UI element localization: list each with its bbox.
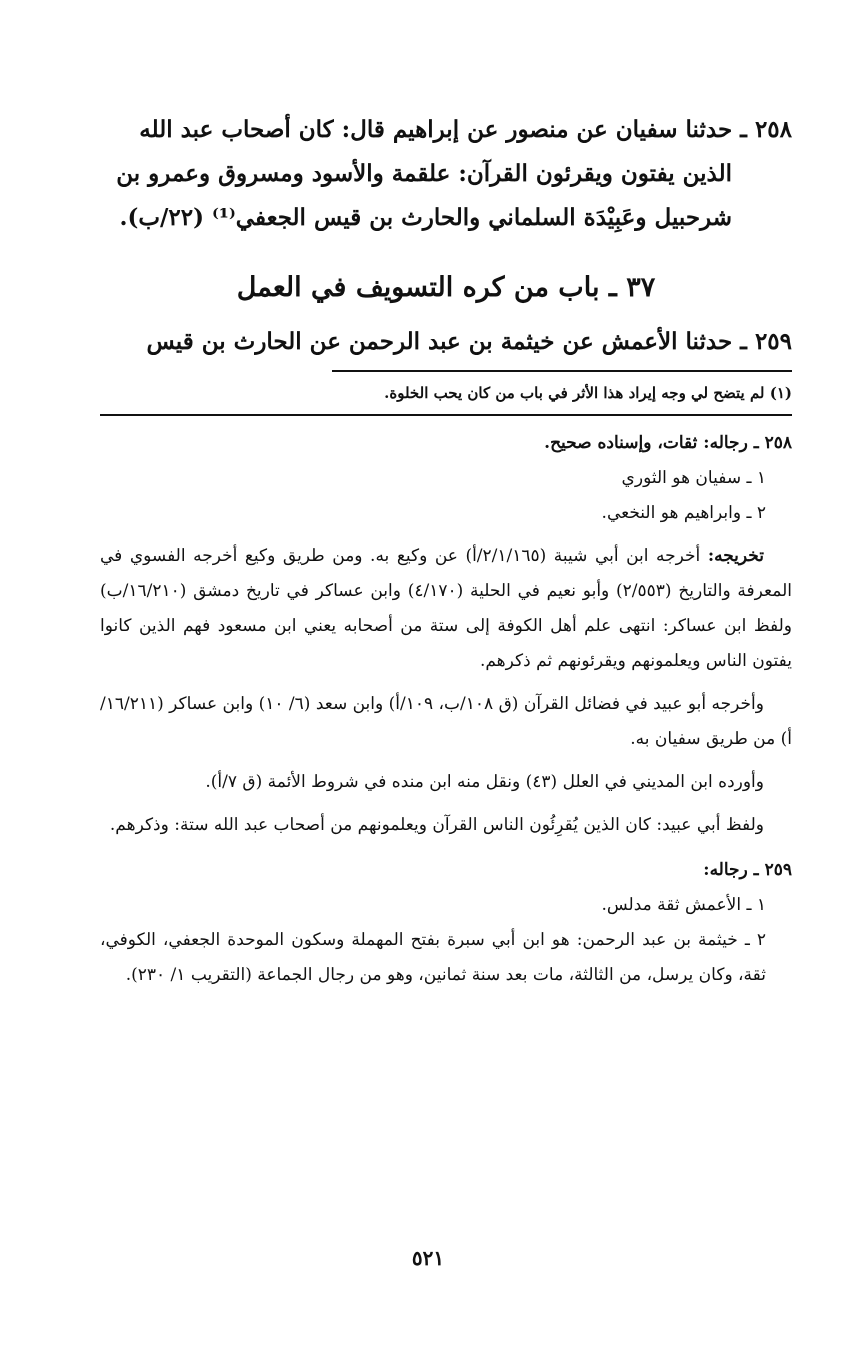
- note-paragraph-2: وأخرجه أبو عبيد في فضائل القرآن (ق ١٠٨/ب، ١٠٩/أ) وابن سعد (٦/ ١٠) وابن عساكر (١٦/٢١١/أ) من طريق سفيان به.: [100, 694, 792, 749]
- main-text: [100, 108, 792, 364]
- footnote: (١) لم يتضح لي وجه إيراد هذا الأثر في باب من كان يحب الخلوة.: [384, 384, 792, 402]
- takhrij-text: أخرجه ابن أبي شيبة (٢/١/١٦٥/أ) عن وكيع به. ومن طريق وكيع أخرجه الفسوي في المعرفة والتاريخ (٢/٥٥٣) وأبو نعيم في الحلية (٤/١٧٠) وابن عساكر في تاريخ دمشق (١٦/٢١٠/ب) ولفظ ابن عساكر: انتهى علم أهل الكوفة إلى ستة من أصحابه يعني ابن مسعود فهم الذين كانوا يفتون الناس ويعلمونهم ويقرئونهم ثم ذكرهم.: [100, 546, 792, 671]
- commentary: [100, 426, 792, 993]
- note-paragraph-3: وأورده ابن المديني في العلل (٤٣) ونقل منه ابن منده في شروط الأئمة (ق ٧/أ).: [205, 772, 764, 792]
- footnote-divider: [332, 370, 792, 372]
- takhrij-label: تخريجه:: [707, 546, 764, 566]
- note-259-item1: ١ ـ الأعمش ثقة مدلس.: [601, 895, 766, 915]
- note-258-item2: ٢ ـ وابراهيم هو النخعي.: [601, 503, 766, 523]
- note-258-heading: ٢٥٨ ـ رجاله: ثقات، وإسناده صحيح.: [544, 433, 792, 453]
- note-259-item2: ٢ ـ خيثمة بن عبد الرحمن: هو ابن أبي سبرة بفتح المهملة وسكون الموحدة الجعفي، الكوفي، ثقة، وكان يرسل، من الثالثة، مات بعد سنة ثمانين، وهو من رجال الجماعة (التقريب ١/ ٢٣٠).: [100, 930, 766, 985]
- chapter-title: ٣٧ ـ باب من كره التسويف في العمل: [236, 272, 656, 303]
- hadith-258-line3: شرحبيل وعَبِيْدَة السلماني والحارث بن قيس الجعفي⁽¹⁾ (٢٢/ب).: [119, 204, 732, 231]
- note-paragraph-4: ولفظ أبي عبيد: كان الذين يُقرِئُون الناس القرآن ويعلمونهم من أصحاب عبد الله ستة: وذكرهم.: [109, 815, 764, 835]
- page-number: ٥٢١: [411, 1246, 445, 1270]
- hadith-258-line2: الذين يفتون ويقرئون القرآن: علقمة والأسود ومسروق وعمرو بن: [116, 160, 732, 187]
- takhrij-paragraph: [100, 539, 792, 679]
- hadith-258-line1: ٢٥٨ ـ حدثنا سفيان عن منصور عن إبراهيم قال: كان أصحاب عبد الله: [139, 116, 792, 143]
- note-258-item1: ١ ـ سفيان هو الثوري: [621, 468, 766, 488]
- page-content: [100, 108, 792, 993]
- notes-divider: [100, 414, 792, 416]
- note-259-heading: ٢٥٩ ـ رجاله:: [703, 860, 792, 880]
- hadith-259-line1: ٢٥٩ ـ حدثنا الأعمش عن خيثمة بن عبد الرحمن عن الحارث بن قيس: [146, 328, 792, 355]
